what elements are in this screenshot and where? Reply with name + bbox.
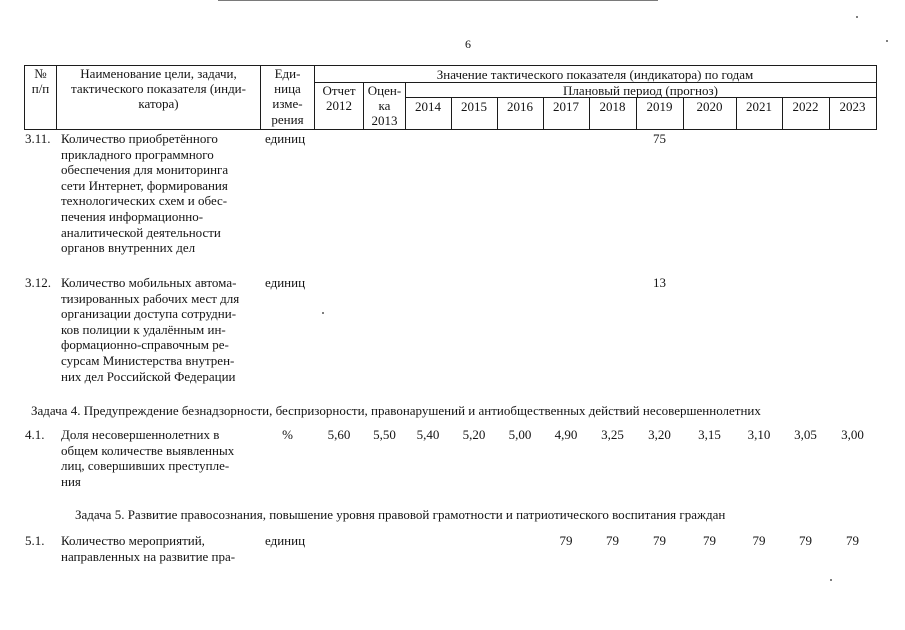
scan-speck [322, 312, 324, 314]
row-number: 5.1. [25, 533, 45, 548]
header-estimate-year: 2013 [371, 113, 398, 128]
row-name-line: организации доступа сотрудни- [61, 306, 237, 322]
row-value-2023: 3,00 [841, 427, 864, 442]
row-name-line: общем количестве выявленных [61, 442, 235, 458]
header-year: 2019 [646, 99, 673, 114]
row-name-line: формационно-справочным ре- [61, 337, 229, 353]
page-number: 6 [465, 37, 471, 51]
row-value-2019: 79 [653, 533, 666, 548]
row-name [61, 427, 254, 489]
header-rule-bottom [24, 129, 876, 130]
row-name-line: Количество мобильных автома- [61, 275, 237, 290]
row-value-2022: 79 [799, 533, 812, 548]
header-year: 2023 [839, 99, 866, 114]
row-name-line: сурсам Министерства внутрен- [61, 352, 235, 368]
row-name-line: направленных на развитие пра- [61, 548, 236, 564]
row-name [61, 131, 254, 256]
header-year: 2021 [746, 99, 772, 114]
row-value-2016: 5,00 [508, 427, 532, 442]
header-unit-label: ница [274, 81, 301, 96]
header-unit-label: Еди- [274, 66, 301, 81]
header-name-label: катора) [138, 96, 179, 111]
header-year: 2018 [599, 99, 626, 114]
row-value-2015: 5,20 [462, 427, 486, 442]
header-year: 2015 [461, 99, 487, 114]
row-name-line: печения информационно- [61, 208, 204, 224]
row-value-2018: 79 [606, 533, 619, 548]
row-value-2022: 3,05 [794, 427, 817, 442]
row-value-2014: 5,40 [416, 427, 440, 442]
row-value-2018: 3,25 [601, 427, 624, 442]
scan-speck [830, 579, 832, 581]
row-unit: единиц [265, 533, 306, 548]
header-num-label: № [34, 66, 47, 81]
row-name-line: обеспечения для мониторинга [61, 162, 229, 178]
header-year: 2016 [507, 99, 533, 114]
row-value-2013: 5,50 [373, 427, 396, 442]
row-value-2020: 79 [703, 533, 716, 548]
header-name-label: тактического показателя (инди- [71, 81, 246, 96]
row-name-line: органов внутренних дел [61, 240, 196, 256]
scan-speck [856, 16, 858, 18]
row-number: 4.1. [25, 427, 45, 442]
row-name-line: сети Интернет, формирования [61, 177, 228, 193]
row-value-2017: 4,90 [554, 427, 578, 442]
header-estimate-label: ка [378, 98, 391, 113]
header-year: 2020 [696, 99, 723, 114]
row-value-2021: 79 [752, 533, 766, 548]
page-top-rule [218, 0, 658, 1]
header-rule-v [876, 65, 877, 130]
row-name-line: прикладного программного [61, 146, 214, 162]
header-unit-label: рения [271, 112, 304, 127]
header-plan-title: Плановый период (прогноз) [563, 83, 718, 98]
row-value-2020: 3,15 [698, 427, 721, 442]
row-unit: единиц [265, 275, 306, 290]
header-name-label: Наименование цели, задачи, [80, 66, 237, 81]
header-year: 2014 [415, 99, 441, 114]
row-unit: единиц [265, 131, 306, 146]
row-name-line: них дел Российской Федерации [61, 368, 236, 384]
section-heading-task-5: Задача 5. Развитие правосознания, повышение уровня правовой грамотности и патриотического воспитания граждан [75, 507, 726, 522]
row-name-line: тизированных рабочих мест для [61, 290, 240, 306]
header-value-title: Значение тактического показателя (индикатора) по годам [436, 67, 754, 82]
row-unit: % [282, 427, 293, 442]
row-name-line: ков полиции к удалённым ин- [61, 321, 226, 337]
row-name-line: технологических схем и обес- [61, 193, 228, 209]
row-value-2019: 75 [653, 131, 666, 146]
row-name-line: аналитической деятельности [61, 224, 221, 240]
row-value-2019: 13 [653, 275, 666, 290]
header-report-year: 2012 [326, 98, 352, 113]
section-heading-task-4: Задача 4. Предупреждение безнадзорности, беспризорности, правонарушений и антиобщественных действий несовершеннолетних [31, 403, 761, 418]
header-report-label: Отчет [322, 83, 356, 98]
header-year: 2022 [792, 99, 819, 114]
row-number: 3.12. [25, 275, 51, 290]
header-estimate-label: Оцен- [367, 83, 402, 98]
row-name-line: Количество мероприятий, [61, 533, 205, 548]
row-name [61, 533, 254, 564]
header-num-label: п/п [31, 81, 50, 96]
row-name [61, 275, 254, 384]
row-name-line: Доля несовершеннолетних в [61, 427, 220, 442]
row-value-2021: 3,10 [747, 427, 771, 442]
scan-speck [886, 40, 888, 42]
row-number: 3.11. [25, 131, 51, 146]
row-name-line: лиц, совершивших преступле- [61, 458, 230, 474]
row-value-2019: 3,20 [648, 427, 671, 442]
row-value-2017: 79 [559, 533, 573, 548]
header-unit-label: изме- [272, 96, 303, 111]
row-value-2012: 5,60 [327, 427, 351, 442]
header-year: 2017 [553, 99, 579, 114]
row-name-line: ния [61, 473, 81, 489]
row-name-line: Количество приобретённого [61, 131, 218, 146]
row-value-2023: 79 [846, 533, 859, 548]
